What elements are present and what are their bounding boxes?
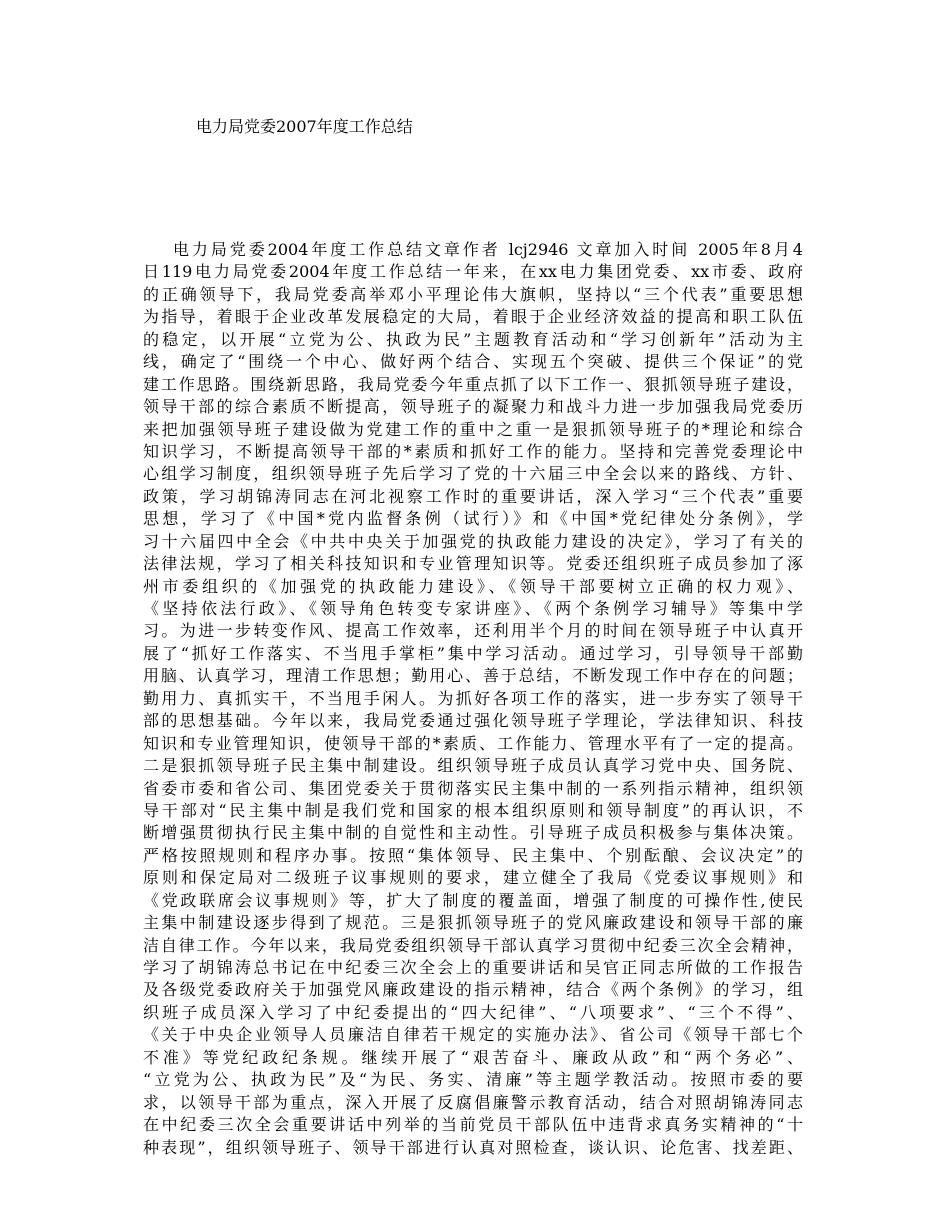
body-text-line: 原则和保定局对二级班子议事规则的要求，建立健全了我局《党委议事规则》和 (143, 868, 803, 888)
body-text-line: 习。为进一步转变作风、提高工作效率，还利用半个月的时间在领导班子中认真开 (143, 621, 803, 641)
body-text-line: 《关于中央企业领导人员廉洁自律若干规定的实施办法》、省公司《领导干部七个 (143, 1025, 803, 1045)
body-text-line: 在中纪委三次全会重要讲话中列举的当前党员干部队伍中违背求真务实精神的“十 (143, 1115, 803, 1135)
body-text-line: 知识学习，不断提高领导干部的*素质和抓好工作的能力。坚持和完善党委理论中 (143, 441, 803, 461)
body-text-line: 思想，学习了《中国*党内监督条例（试行）》和《中国*党纪律处分条例》，学 (143, 509, 803, 529)
body-text-line: 部的思想基础。今年以来，我局党委通过强化领导班子学理论，学法律知识、科技 (143, 711, 803, 731)
body-text-line: 习十六届四中全会《中共中央关于加强党的执政能力建设的决定》，学习了有关的 (143, 531, 803, 551)
body-text-line: 导干部对“民主集中制是我们党和国家的根本组织原则和领导制度”的再认识，不 (143, 800, 803, 820)
body-text-line: 省委市委和省公司、集团党委关于贯彻落实民主集中制的一系列指示精神，组织领 (143, 778, 803, 798)
document-title: 电力局党委2007年度工作总结 (196, 117, 413, 136)
body-text-line: 线，确定了“围绕一个中心、做好两个结合、实现五个突破、提供三个保证”的党 (143, 352, 803, 372)
body-text-line: 法律法规，学习了相关科技知识和专业管理知识等。党委还组织班子成员参加了涿 (143, 554, 803, 574)
body-text-line: 知识和专业管理知识，使领导干部的*素质、工作能力、管理水平有了一定的提高。 (143, 733, 803, 753)
body-text-line: 种表现”，组织领导班子、领导干部进行认真对照检查，谈认识、论危害、找差距、 (143, 1137, 803, 1157)
body-text-line: 织班子成员深入学习了中纪委提出的“四大纪律”、“八项要求”、“三个不得”、 (143, 1002, 803, 1022)
body-text-line: 《坚持依法行政》、《领导角色转变专家讲座》、《两个条例学习辅导》等集中学 (143, 599, 803, 618)
body-text-line: 二是狠抓领导班子民主集中制建设。组织领导班子成员认真学习党中央、国务院、 (143, 756, 803, 776)
body-text-line: 心组学习制度，组织领导班子先后学习了党的十六届三中全会以来的路线、方针、 (143, 464, 803, 484)
body-text-line: 及各级党委政府关于加强党风廉政建设的指示精神，结合《两个条例》的学习，组 (143, 980, 803, 1000)
body-text-line: 政策，学习胡锦涛同志在河北视察工作时的重要讲话，深入学习“三个代表”重要 (143, 486, 803, 506)
body-text-line: 展了“抓好工作落实、不当甩手掌柜”集中学习活动。通过学习，引导领导干部勤 (143, 643, 803, 663)
body-text-line: 日119电力局党委2004年度工作总结一年来，在xx电力集团党委、xx市委、政府 (143, 262, 803, 282)
body-text-line: 严格按照规则和程序办事。按照“集体领导、民主集中、个别酝酿、会议决定”的 (143, 845, 803, 865)
document-body (143, 239, 803, 1159)
body-text-line: 州市委组织的《加强党的执政能力建设》、《领导干部要树立正确的权力观》、 (143, 576, 803, 596)
body-text-line: 来把加强领导班子建设做为党建工作的重中之重一是狠抓领导班子的*理论和综合 (143, 419, 803, 439)
body-text-line: 用脑、认真学习，理清工作思想；勤用心、善于总结，不断发现工作中存在的问题； (143, 666, 803, 686)
body-text-line: 主集中制建设逐步得到了规范。三是狠抓领导班子的党风廉政建设和领导干部的廉 (143, 913, 803, 933)
body-text-line: 的正确领导下，我局党委高举邓小平理论伟大旗帜，坚持以“三个代表”重要思想 (143, 284, 803, 304)
body-text-line: 求，以领导干部为重点，深入开展了反腐倡廉警示教育活动，结合对照胡锦涛同志 (143, 1092, 803, 1112)
body-text-line: 建工作思路。围绕新思路，我局党委今年重点抓了以下工作一、狠抓领导班子建设， (143, 374, 803, 394)
body-text-line: 领导干部的综合素质不断提高，领导班子的凝聚力和战斗力进一步加强我局党委历 (143, 397, 803, 417)
body-text-line: 《党政联席会议事规则》等，扩大了制度的覆盖面，增强了制度的可操作性,使民 (143, 890, 803, 910)
body-text-line: 学习了胡锦涛总书记在中纪委三次全会上的重要讲话和吴官正同志所做的工作报告 (143, 958, 803, 977)
body-text-line: 的稳定，以开展“立党为公、执政为民”主题教育活动和“学习创新年”活动为主 (143, 329, 803, 349)
body-text-line: 勤用力、真抓实干，不当甩手闲人。为抓好各项工作的落实，进一步夯实了领导干 (143, 688, 803, 708)
body-text-line: 洁自律工作。今年以来，我局党委组织领导干部认真学习贯彻中纪委三次全会精神， (143, 935, 803, 955)
body-text-line: 断增强贯彻执行民主集中制的自觉性和主动性。引导班子成员积极参与集体决策。 (143, 823, 803, 843)
body-text-line: 电力局党委2004年度工作总结文章作者 lcj2946 文章加入时间 2005年8月4 (173, 240, 803, 259)
body-text-line: 不准》等党纪政纪条规。继续开展了“艰苦奋斗、廉政从政”和“两个务必”、 (143, 1047, 803, 1067)
body-text-line: “立党为公、执政为民”及“为民、务实、清廉”等主题学教活动。按照市委的要 (143, 1070, 803, 1090)
body-text-line: 为指导，着眼于企业改革发展稳定的大局，着眼于企业经济效益的提高和职工队伍 (143, 307, 803, 327)
